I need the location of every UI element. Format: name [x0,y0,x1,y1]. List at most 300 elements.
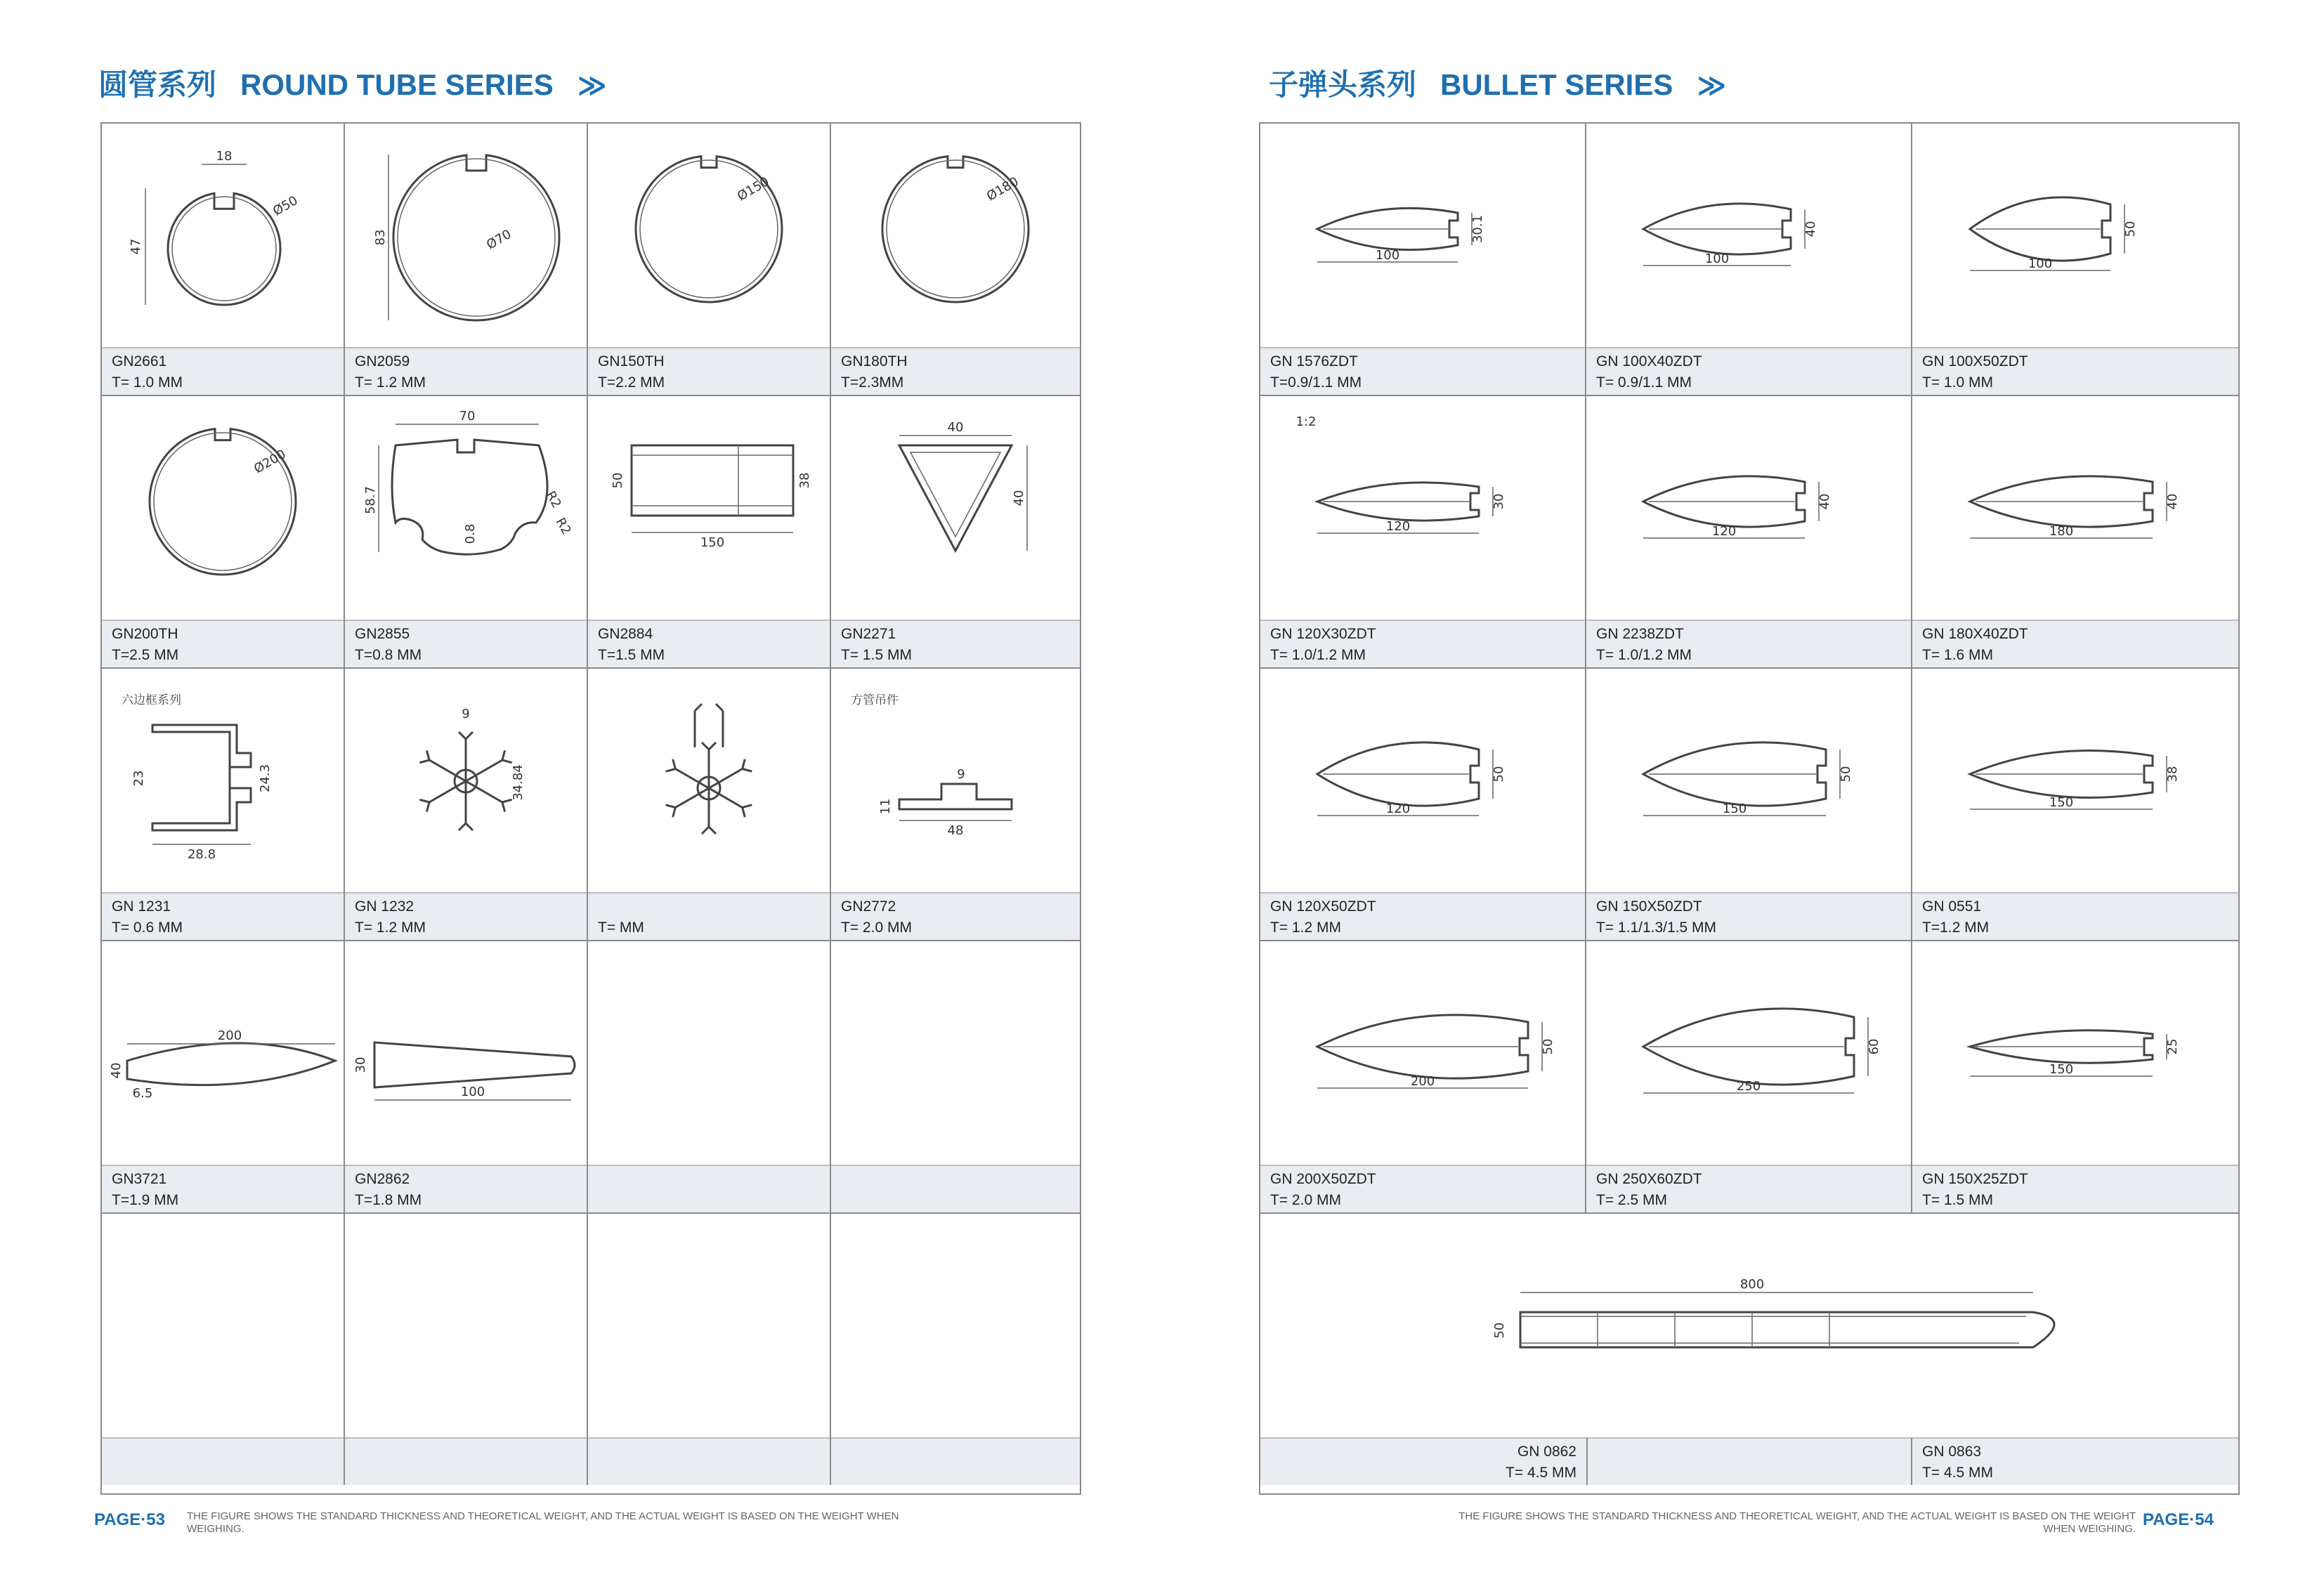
bullet-thickness: T= 1.0 MM [1922,374,1993,391]
double-chevron-icon: ≫ [1697,70,1723,101]
gn3721-outline [127,1043,335,1085]
profile-drawing [588,669,830,892]
bullet-svg [1260,396,1585,620]
bullet-drawing [1912,941,2238,1165]
profile-thickness [598,1463,830,1484]
hex-profile [419,732,511,830]
profile-code [112,1441,344,1463]
dimension-label: 11 [878,798,893,815]
profile-drawing [102,941,344,1165]
profile-drawing [345,396,587,620]
double-chevron-icon: ≫ [577,70,603,101]
dimension-label: Ø150 [734,174,772,204]
profile-thickness: T=1.9 MM [112,1192,179,1208]
bullet-cell [1586,124,1912,396]
profile-cell [102,1214,345,1485]
profile-label [345,1437,587,1485]
bullet-drawing [1586,124,1911,347]
bullet-row [1260,124,2238,396]
bullet-drawing [1912,396,2238,620]
profile-label [831,1165,1080,1212]
profile-code: GN200TH [112,626,178,642]
gn2059-drawing [345,124,587,347]
dimension-label: 9 [462,707,470,721]
bullet-svg [1912,124,2238,347]
dimension-label: Ø180 [984,174,1021,204]
right-page-number: PAGE·54 [2143,1510,2214,1529]
profile-label [102,892,344,940]
gn2271-outline [899,445,1012,551]
bullet-row [1260,941,2238,1214]
bullet-drawing [1260,396,1585,620]
profile-thickness: T= 0.6 MM [112,920,183,936]
bullet-drawing [1586,396,1911,620]
profile-label [831,892,1080,940]
profile-row [102,396,1080,669]
bullet-svg [1912,669,2238,892]
dimension-label: 150 [2049,795,2074,810]
bullet-drawing [1260,941,1585,1165]
bullet-drawing [1260,669,1585,892]
profile-code: GN2862 [355,1171,410,1187]
profile-code: GN2884 [598,626,653,642]
profile-thickness [841,1190,1080,1211]
bullet-cell [1260,124,1586,396]
dimension-label: 150 [2049,1062,2074,1077]
round-tube-outline [393,155,559,320]
profile-code [598,896,830,917]
bullet-thickness: T=0.9/1.1 MM [1270,374,1362,391]
dimension-label: 100 [2028,256,2053,271]
profile-drawing [345,669,587,892]
hex-arm [702,742,716,788]
dimension-label: 48 [947,823,964,838]
dimension-label: 120 [1385,801,1411,816]
profile-cell [345,396,588,669]
profile-code: GN 0862 [1517,1444,1576,1460]
profile-cell [831,396,1080,669]
inner-wall [172,197,276,301]
dimension-label: 25 [2165,1038,2180,1055]
profile-thickness: T=1.5 MM [598,647,665,663]
bullet-svg [1260,124,1585,347]
bullet-cell [1912,669,2238,941]
bullet-code: GN 100X40ZDT [1596,353,1702,369]
bullet-thickness: T= 1.6 MM [1922,647,1993,663]
profile-label [345,1165,587,1212]
profile-thickness: T=2.3MM [841,374,904,391]
left-footer-note: THE FIGURE SHOWS THE STANDARD THICKNESS AND THEORETICAL WEIGHT, AND THE ACTUAL WEIGHT IS BASED ON THE WEIGHT WHEN WEIGHING. [187,1510,899,1535]
dimension-label: 100 [1375,248,1400,263]
profile-thickness [355,1463,587,1484]
bullet-label [1586,1165,1911,1212]
profile-cell [345,669,588,941]
bullet-label [1912,1165,2238,1212]
profile-cell [102,396,345,669]
dimension-label: 50 [611,472,625,489]
profile-drawing [588,124,830,347]
bullet-thickness: T=1.2 MM [1922,920,1990,936]
profile-cell [345,1214,588,1485]
right-title-en: BULLET SERIES [1440,68,1673,101]
profile-code [355,1441,587,1463]
profile-label [588,347,830,395]
dimension-label: 100 [460,1085,485,1099]
gn2271-inner [910,452,1000,537]
dimension-label: 40 [947,420,964,435]
dimension-label: 50 [1491,766,1506,783]
dimension-label: 38 [2165,766,2180,783]
profile-drawing [102,669,344,892]
bullet-cell [1912,124,2238,396]
gn150-drawing [588,124,830,347]
bullet-cell [1586,941,1912,1214]
profile-cell [588,669,831,941]
profile-drawing [588,396,830,620]
bullet-label [1260,620,1585,667]
profile-code: GN 0863 [1922,1444,1982,1460]
bullet-thickness: T= 1.1/1.3/1.5 MM [1596,920,1716,936]
bullet-drawing [1586,941,1911,1165]
profile-drawing [588,941,830,1165]
profile-label [345,347,587,395]
bullet-row [1260,669,2238,941]
dimension-label: 60 [1867,1038,1881,1055]
bullet-svg [1586,941,1911,1165]
dimension-label: Ø200 [251,447,289,477]
dimension-label: 38 [797,472,812,489]
dimension-label: 50 [1839,766,1853,783]
hex-profile [666,742,752,834]
dimension-label: 40 [1817,493,1832,510]
profile-thickness: T= 4.5 MM [1922,1465,1993,1481]
profile-thickness: T= 4.5 MM [1506,1465,1576,1481]
bullet-code: GN 100X50ZDT [1922,353,2028,369]
gn_blank-drawing [588,669,830,892]
dimension-label: 150 [1722,801,1747,816]
dimension-label: 28.8 [187,847,216,862]
profile-code: GN2855 [355,626,410,642]
round-tube-outline [168,193,280,305]
profile-code: GN 1232 [355,898,414,915]
dimension-label: 6.5 [132,1086,153,1101]
profile-label [588,620,830,667]
bullet-code: GN 120X30ZDT [1270,626,1376,642]
hex-arm [462,775,512,811]
bullet-drawing [1586,669,1911,892]
gn2884-drawing [588,396,830,620]
dimension-label: 180 [2049,524,2074,539]
bullet-label [1912,347,2238,395]
profile-row [102,124,1080,396]
bullet-thickness: T= 2.5 MM [1596,1192,1667,1208]
dimension-label: 70 [459,409,476,424]
bullet-code: GN 250X60ZDT [1596,1171,1702,1187]
right-section-title [1269,62,1722,104]
dimension-label: 30.1 [1470,214,1485,244]
bullet-svg [1586,124,1911,347]
left-title-en: ROUND TUBE SERIES [240,68,554,101]
profile-drawing [831,1214,1080,1437]
bullet-label [1586,620,1911,667]
gn1232-drawing [345,669,587,892]
bullet-svg [1260,941,1585,1165]
dimension-label: 18 [216,149,233,164]
hex-arm [419,750,469,787]
dimension-label: Ø50 [270,192,301,219]
bullet-cell [1586,396,1912,669]
profile-code: GN150TH [598,353,665,369]
dimension-label: 30 [353,1056,368,1073]
left-title-cn: 圆管系列 [98,68,217,101]
bullet-thickness: T= 0.9/1.1 MM [1596,374,1692,391]
wide-profile-row [1260,1214,2238,1485]
hex-arm [462,750,512,787]
bullet-label [1260,892,1585,940]
dimension-label: 24.3 [258,764,273,793]
bullet-code: GN 1576ZDT [1270,353,1358,369]
dimension-label: 50 [2123,221,2138,237]
bullet-thickness: T= 1.2 MM [1270,920,1341,936]
dimension-label: 800 [1739,1277,1765,1292]
gn2884-outline [632,445,793,516]
bullet-cell [1260,941,1586,1214]
dimension-label: 40 [109,1062,124,1079]
gn200-drawing [102,396,344,620]
wide-profile-svg [1260,1214,2238,1437]
profile-drawing [102,124,344,347]
bullet-svg [1912,396,2238,620]
dimension-label: 250 [1736,1079,1761,1094]
right-footer-note: THE FIGURE SHOWS THE STANDARD THICKNESS AND THEORETICAL WEIGHT, AND THE ACTUAL WEIGHT IS BASED ON THE WEIGHT WHEN WEIGHING. [1458,1510,2136,1535]
profile-code: GN2271 [841,626,896,642]
bullet-label [1260,1165,1585,1212]
dimension-label: 30 [1491,493,1506,510]
dimension-label: 40 [1012,490,1026,506]
profile-thickness: T=0.8 MM [355,647,422,663]
profile-thickness [841,1463,1080,1484]
scale-note: 1:2 [1295,414,1317,429]
profile-label [588,1165,830,1212]
profile-drawing [831,396,1080,620]
gn2661-drawing [102,124,344,347]
profile-cell [588,941,831,1214]
bullet-cell [1260,396,1586,669]
profile-drawing [345,124,587,347]
profile-row [102,1214,1080,1485]
gn2855-drawing [345,396,587,620]
bullet-label [1912,892,2238,940]
profile-drawing [102,1214,344,1437]
profile-thickness: T= 1.2 MM [355,920,426,936]
profile-drawing [831,941,1080,1165]
profile-label [102,620,344,667]
gn2772-outline [899,784,1012,809]
round-tube-grid [100,122,1081,1495]
left-page-number: PAGE·53 [94,1510,165,1529]
wide-profile-labels [1260,1437,2238,1485]
bullet-label [1912,620,2238,667]
bullet-code: GN 150X50ZDT [1596,898,1702,915]
hex-arm [459,781,473,830]
profile-label [102,1437,344,1485]
profile-cell [345,124,588,396]
profile-cell [831,1214,1080,1485]
profile-label [102,1165,344,1212]
profile-label [102,347,344,395]
left-section-title [98,62,603,104]
profile-drawing [831,124,1080,347]
bullet-thickness: T= 2.0 MM [1270,1192,1341,1208]
bullet-row [1260,396,2238,669]
profile-label [831,1437,1080,1485]
profile-cell [588,1214,831,1485]
bullet-cell [1586,669,1912,941]
dimension-label: 200 [217,1028,242,1043]
hex-clip [695,704,723,747]
bullet-svg [1260,669,1585,892]
dimension-label: 150 [700,535,725,550]
profile-code [841,1169,1080,1190]
profile-cell [345,941,588,1214]
profile-cell [102,124,345,396]
dimension-label: 120 [1711,524,1737,539]
profile-code [598,1169,830,1190]
profile-thickness: T= 1.5 MM [841,647,912,663]
profile-label [831,620,1080,667]
profile-thickness: T= 2.0 MM [841,920,912,936]
bullet-svg [1586,669,1911,892]
gn1231-outline [152,725,251,830]
gn2772-drawing [831,669,1080,892]
bullet-code: GN 2238ZDT [1596,626,1684,642]
dimension-label: 23 [131,770,146,787]
bullet-thickness: T= 1.0/1.2 MM [1270,647,1366,663]
wide-profile-drawing [1260,1214,2238,1437]
profile-code: GN2059 [355,353,410,369]
bullet-label [1260,347,1585,395]
hex-arm [702,788,716,834]
dimension-label: R2 [542,488,564,511]
bullet-cell [1912,941,2238,1214]
dimension-label: 100 [1704,251,1730,266]
bullet-drawing [1912,124,2238,347]
gn1231-drawing [102,669,344,892]
bullet-thickness: T= 1.0/1.2 MM [1596,647,1692,663]
empty-label [1586,1437,1912,1485]
profile-code [598,1441,830,1463]
gn0862-label [1260,1437,1586,1485]
dimension-label: Ø70 [483,226,514,253]
dimension-label: 50 [1541,1038,1555,1055]
gn2271-drawing [831,396,1080,620]
inner-wall [398,159,555,316]
dimension-label: 83 [373,229,388,246]
profile-cell [102,669,345,941]
dimension-label: 50 [1492,1322,1507,1339]
profile-cell [588,396,831,669]
hex-arm [459,732,473,781]
bullet-label [1586,347,1911,395]
bullet-drawing [1912,669,2238,892]
profile-cell [831,124,1080,396]
profile-code: GN 1231 [112,898,171,915]
dimension-label: 0.8 [463,523,478,544]
profile-drawing [345,1214,587,1437]
profile-label [588,1437,830,1485]
dimension-label: 9 [957,767,965,782]
profile-drawing [345,941,587,1165]
series-note: 六边框系列 [122,693,181,707]
profile-cell [102,941,345,1214]
dimension-label: 40 [2165,493,2180,510]
profile-thickness: T= 1.2 MM [355,374,426,391]
bullet-svg [1912,941,2238,1165]
profile-thickness [598,1190,830,1211]
dimension-label: 40 [1803,221,1818,237]
dimension-label: R2 [552,515,574,537]
hex-arm [419,775,469,811]
profile-cell [831,941,1080,1214]
dimension-label: 58.7 [363,485,378,515]
dimension-label: 120 [1385,519,1411,534]
bullet-code: GN 200X50ZDT [1270,1171,1376,1187]
profile-thickness: T=2.5 MM [112,647,179,663]
gn0863-label [1912,1437,2238,1485]
profile-thickness: T=2.2 MM [598,374,665,391]
gn3721-drawing [102,941,344,1165]
bullet-svg [1586,396,1911,620]
profile-thickness [112,1463,344,1484]
profile-row [102,941,1080,1214]
dimension-label: 200 [1410,1074,1435,1089]
series-note: 方管吊件 [851,693,899,707]
dimension-label: 47 [129,238,143,255]
profile-code [841,1441,1080,1463]
bullet-thickness: T= 1.5 MM [1922,1192,1993,1208]
gn2862-outline [374,1042,575,1087]
profile-drawing [831,669,1080,892]
bullet-grid [1259,122,2240,1495]
profile-thickness: T= 1.0 MM [112,374,183,391]
bullet-drawing [1260,124,1585,347]
profile-code: GN2772 [841,898,896,915]
bullet-code: GN 0551 [1922,898,1982,915]
bullet-label [1586,892,1911,940]
profile-label [345,892,587,940]
right-title-cn: 子弹头系列 [1269,68,1417,101]
gn0862-outline [1520,1312,2054,1347]
bullet-cell [1912,396,2238,669]
bullet-code: GN 120X50ZDT [1270,898,1376,915]
profile-label [345,620,587,667]
profile-label [588,892,830,940]
gn180-drawing [831,124,1080,347]
profile-drawing [588,1214,830,1437]
profile-code: GN2661 [112,353,167,369]
dimension-label: 34.84 [511,764,525,801]
profile-cell [831,669,1080,941]
bullet-code: GN 180X40ZDT [1922,626,2028,642]
profile-label [831,347,1080,395]
profile-thickness: T=1.8 MM [355,1192,422,1208]
gn2862-drawing [345,941,587,1165]
bullet-cell [1260,669,1586,941]
profile-thickness: T= MM [598,920,644,936]
profile-code: GN180TH [841,353,908,369]
bullet-code: GN 150X25ZDT [1922,1171,2028,1187]
profile-code: GN3721 [112,1171,167,1187]
